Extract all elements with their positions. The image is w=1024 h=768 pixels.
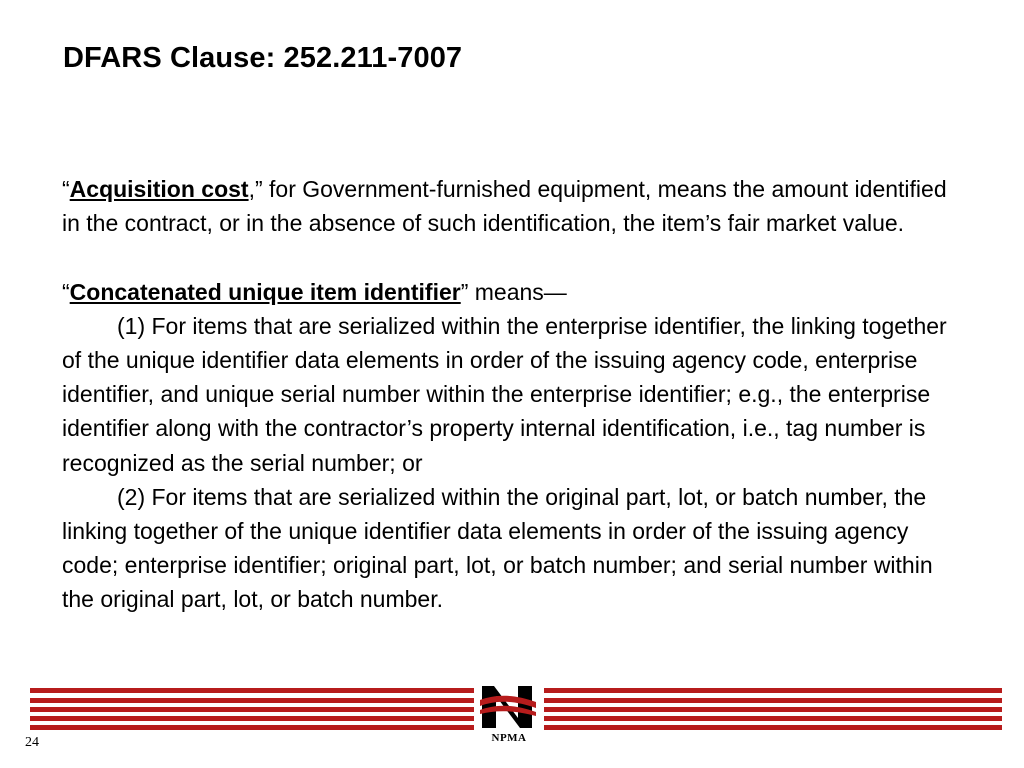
npma-logo bbox=[474, 680, 544, 746]
defined-term-concatenated-uii: Concatenated unique item identifier bbox=[69, 278, 461, 305]
definition-acquisition-cost bbox=[62, 172, 962, 240]
list-item-2-text: (2) For items that are serialized within the original part, lot, or batch number, the linking together of the unique identifier data elements in order of the issuing agency code; enterprise identifier; original part, lot, or batch number; and serial number within the original part, lot, or batch number. bbox=[62, 483, 933, 613]
list-item-1-text: (1) For items that are serialized within the enterprise identifier, the linking together of the unique identifier data elements in order of the issuing agency code, enterprise identifier, and unique serial number within the enterprise identifier; e.g., the enterprise identifier along with the contractor’s property internal identification, i.e., tag number is recognized as the serial number; or bbox=[62, 312, 947, 476]
paragraph-gap bbox=[62, 240, 962, 274]
open-quote: “ bbox=[62, 176, 70, 202]
definition-text: ,” for Government-furnished equipment, means the amount identified in the contract, or in the absence of such identification, the item’s fair market value. bbox=[62, 176, 947, 237]
definition-concatenated-uii bbox=[62, 275, 962, 309]
npma-logo-text: NPMA bbox=[491, 732, 527, 744]
slide-body bbox=[62, 172, 962, 617]
defined-term-acquisition-cost: Acquisition cost bbox=[69, 176, 249, 202]
slide-title: DFARS Clause: 252.211-7007 bbox=[63, 42, 463, 74]
list-item-1 bbox=[62, 309, 962, 480]
definition-text: ” means— bbox=[460, 278, 567, 305]
npma-logo-mark bbox=[474, 680, 544, 732]
list-item-2 bbox=[62, 480, 962, 617]
open-quote: “ bbox=[62, 278, 70, 305]
page-number: 24 bbox=[25, 735, 39, 750]
